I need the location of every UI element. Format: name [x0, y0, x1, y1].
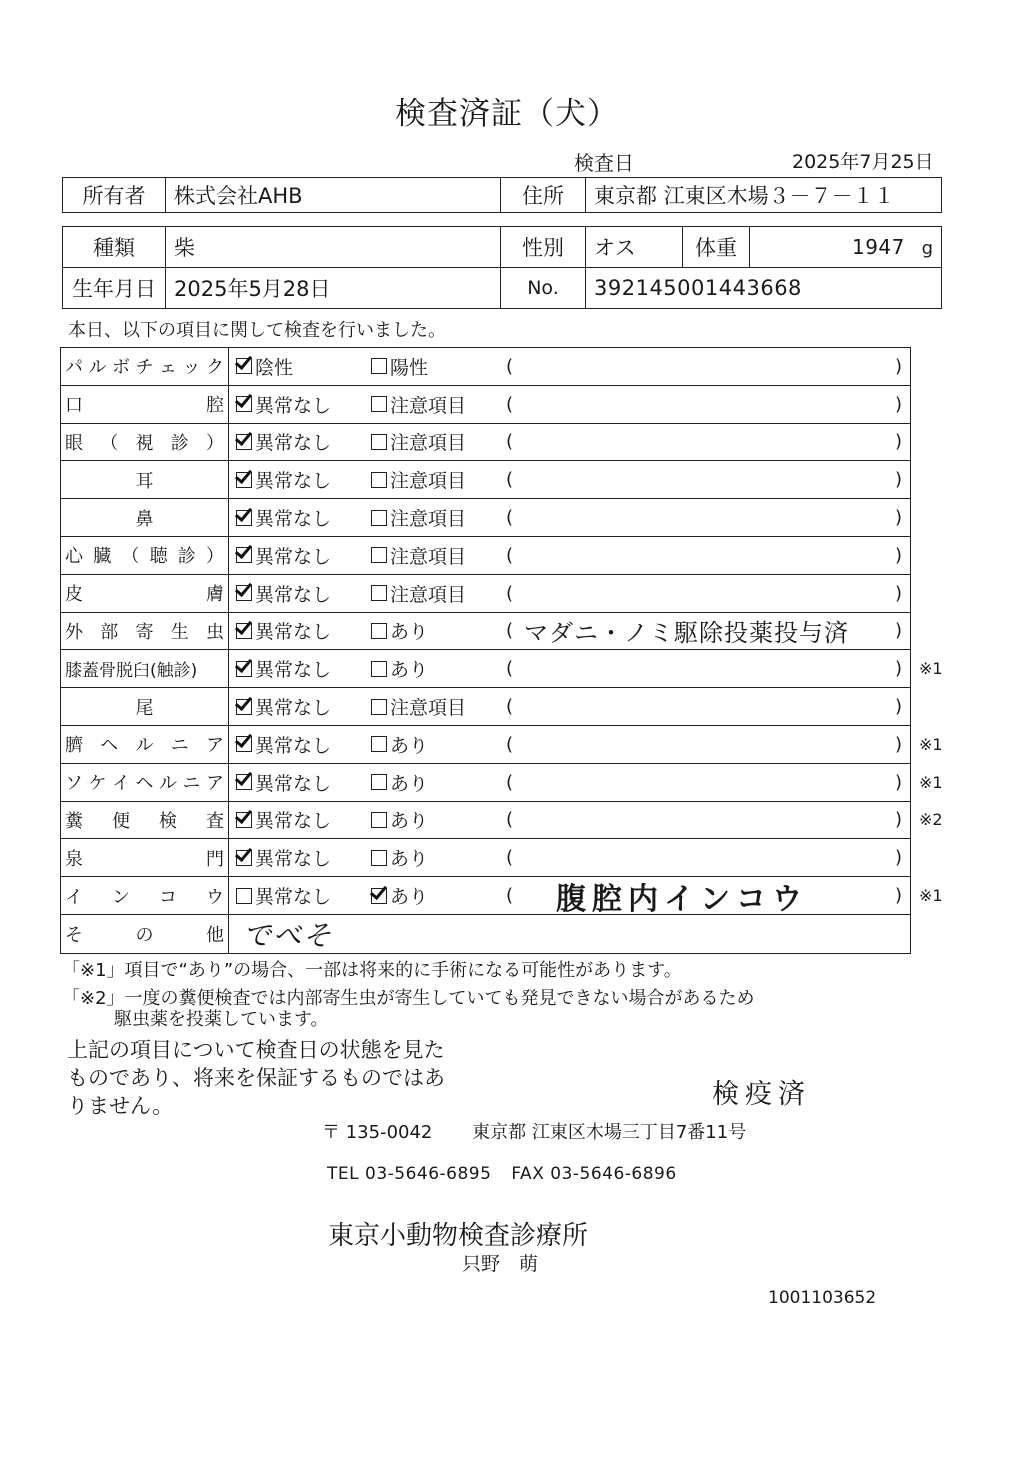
option-2	[371, 877, 428, 914]
inspection-row-heart	[61, 537, 910, 575]
sex-value: オス	[586, 227, 683, 268]
row-label-char: 聴	[149, 546, 168, 568]
clinic-address-line	[322, 1118, 746, 1144]
breed-label: 種類	[63, 227, 166, 268]
paren-close: )	[895, 658, 903, 680]
checkbox-checked-icon	[236, 585, 252, 601]
option-2-label: あり	[390, 659, 429, 682]
option-1-label: 異常なし	[255, 545, 332, 568]
paren-open: (	[506, 620, 514, 642]
option-2	[371, 461, 466, 498]
option-1-label: 異常なし	[255, 810, 332, 833]
footnote-1: 「※1」項目で“あり”の場合、一部は将来的に手術になる可能性があります。	[62, 960, 682, 981]
paren-close: )	[895, 393, 903, 415]
row-label	[61, 726, 229, 763]
option-1	[236, 461, 331, 498]
paren-open: (	[506, 771, 514, 793]
paren-close: )	[895, 885, 903, 907]
weight-cell	[750, 227, 942, 268]
row-label-char: ）	[205, 546, 224, 568]
row-note: 腹腔内インコウ	[556, 881, 808, 917]
row-label-char: チ	[135, 357, 154, 379]
paren-close: )	[895, 809, 903, 831]
row-label-char: ヘ	[100, 735, 119, 757]
quarantine-stamp: 検疫済	[712, 1079, 811, 1110]
birth-value: 2025年5月28日	[166, 268, 501, 309]
row-label	[61, 537, 229, 574]
checkbox-checked-icon	[236, 510, 252, 526]
inspection-row-skin	[61, 575, 910, 613]
checkbox-empty-icon	[371, 472, 387, 488]
document-title: 検査済証（犬）	[395, 96, 619, 132]
row-label-char: 皮	[65, 584, 83, 606]
row-label-char: 生	[170, 621, 189, 643]
option-1	[236, 348, 293, 385]
paren-open: (	[506, 431, 514, 453]
inspection-grid	[60, 347, 943, 954]
row-label-char: イ	[65, 886, 83, 908]
option-2-label: 注意項目	[390, 583, 467, 606]
fax: FAX 03-5646-6896	[511, 1164, 677, 1184]
paren-close: )	[895, 469, 903, 491]
sex-label: 性別	[501, 227, 586, 268]
row-label-char: 査	[206, 810, 224, 832]
row-label-char: ル	[135, 735, 154, 757]
option-2-label: 注意項目	[390, 432, 467, 455]
option-2	[371, 537, 466, 574]
checkbox-checked-icon	[236, 699, 252, 715]
checkbox-empty-icon	[371, 736, 387, 752]
option-2-label: あり	[390, 772, 429, 795]
option-2-label: あり	[390, 810, 429, 833]
row-label	[61, 386, 229, 423]
row-label-char: ニ	[182, 773, 201, 795]
option-2-label: あり	[390, 848, 429, 871]
paren-open: (	[506, 658, 514, 680]
inspection-row-cryptorchidism	[61, 877, 943, 917]
option-1-label: 異常なし	[255, 583, 332, 606]
inspection-row-tail	[61, 688, 910, 726]
option-2	[371, 348, 428, 385]
option-1	[236, 688, 331, 725]
paren-open: (	[506, 544, 514, 566]
row-label-char: 泉	[65, 848, 83, 870]
row-label-char: 門	[206, 848, 224, 870]
checkbox-empty-icon	[371, 812, 387, 828]
owner-table	[62, 177, 942, 213]
row-label-char: ヘ	[135, 773, 154, 795]
row-label-char: ッ	[182, 357, 201, 379]
paren-close: )	[895, 431, 903, 453]
option-1-label: 異常なし	[255, 848, 332, 871]
weight-value: 1947	[851, 235, 905, 259]
exam-date-label: 検査日	[574, 151, 634, 175]
row-label-char: 便	[112, 810, 130, 832]
option-1	[236, 386, 331, 423]
inspection-row-other	[61, 915, 910, 953]
checkbox-checked-icon	[236, 358, 252, 374]
option-1-label: 異常なし	[255, 621, 332, 644]
paren-open: (	[506, 885, 514, 907]
reference-mark: ※1	[919, 886, 943, 906]
inspection-row-inguinal-hernia	[61, 764, 943, 802]
option-1	[236, 764, 331, 801]
row-label-char: ン	[112, 886, 130, 908]
row-label	[61, 802, 229, 839]
paren-open: (	[506, 696, 514, 718]
row-label: 膝蓋骨脱臼(触診)	[61, 650, 229, 687]
row-label-char: 外	[65, 621, 83, 643]
row-label-char: 虫	[206, 621, 224, 643]
exam-date-value: 2025年7月25日	[792, 151, 934, 173]
checkbox-empty-icon	[371, 434, 387, 450]
checkbox-checked-icon	[236, 774, 252, 790]
row-label-char: 部	[100, 621, 119, 643]
row-label-char: ア	[206, 735, 224, 757]
weight-label: 体重	[683, 227, 750, 268]
checkbox-empty-icon	[371, 358, 387, 374]
checkbox-empty-icon	[371, 585, 387, 601]
checkbox-empty-icon	[371, 774, 387, 790]
row-label-char: （	[121, 546, 140, 568]
option-2-label: あり	[390, 734, 429, 757]
postal-code: 〒 135-0042	[322, 1122, 433, 1143]
breed-value: 柴	[166, 227, 501, 268]
number-label: No.	[501, 268, 586, 309]
address-label: 住所	[501, 178, 586, 213]
paren-close: )	[895, 507, 903, 529]
option-1	[236, 613, 331, 650]
birth-label: 生年月日	[63, 268, 166, 309]
row-label-char: の	[135, 924, 154, 946]
row-label-char: ル	[88, 357, 107, 379]
option-2-label: 陽性	[390, 356, 429, 379]
row-label-char: 寄	[135, 621, 154, 643]
paren-open: (	[506, 469, 514, 491]
row-label-char: コ	[159, 886, 177, 908]
option-2	[371, 839, 428, 876]
checkbox-checked-icon	[236, 850, 252, 866]
option-1	[236, 839, 331, 876]
clinic-address: 東京都 江東区木場三丁目7番11号	[472, 1122, 747, 1143]
option-2-label: あり	[390, 621, 429, 644]
option-1-label: 異常なし	[255, 394, 332, 417]
telephone: TEL 03-5646-6895	[327, 1164, 492, 1184]
option-2	[371, 650, 428, 687]
option-1-label: 異常なし	[255, 508, 332, 531]
option-1-label: 異常なし	[255, 886, 332, 909]
row-label-char: ア	[206, 773, 224, 795]
option-1-label: 異常なし	[255, 734, 332, 757]
animal-table	[62, 226, 942, 309]
option-1	[236, 537, 331, 574]
paren-open: (	[506, 507, 514, 529]
row-label-char: ）	[206, 432, 224, 454]
intro-text: 本日、以下の項目に関して検査を行いました。	[68, 320, 446, 341]
paren-close: )	[895, 733, 903, 755]
option-2	[371, 386, 466, 423]
option-1	[236, 575, 331, 612]
option-2-label: あり	[390, 886, 429, 909]
row-label-char: 眼	[65, 432, 83, 454]
paren-close: )	[895, 771, 903, 793]
option-2	[371, 575, 466, 612]
option-2	[371, 499, 466, 536]
checkbox-checked-icon	[236, 661, 252, 677]
row-note: マダニ・ノミ駆除投薬投与済	[524, 619, 849, 648]
checkbox-checked-icon	[236, 623, 252, 639]
option-2	[371, 424, 466, 461]
checkbox-empty-icon	[371, 510, 387, 526]
checkbox-empty-icon	[371, 396, 387, 412]
option-1	[236, 499, 331, 536]
checkbox-empty-icon	[371, 699, 387, 715]
doctor-name: 只野 萌	[462, 1253, 539, 1275]
row-label-char: ケ	[88, 773, 107, 795]
row-label-char: ボ	[112, 357, 130, 379]
row-label-char: 臓	[93, 546, 112, 568]
row-label-char: パ	[65, 357, 83, 379]
option-1-label: 異常なし	[255, 697, 332, 720]
row-label	[61, 575, 229, 612]
inspection-row-ear	[61, 461, 910, 499]
inspection-row-fontanelle	[61, 839, 910, 877]
option-1-label: 陰性	[255, 356, 294, 379]
paren-open: (	[506, 393, 514, 415]
row-label	[61, 764, 229, 801]
option-1	[236, 877, 331, 914]
paren-open: (	[506, 847, 514, 869]
paren-close: )	[895, 847, 903, 869]
row-label-char: ク	[206, 357, 224, 379]
inspection-row-patella	[61, 650, 943, 688]
row-label	[61, 613, 229, 650]
row-label: 耳	[61, 461, 229, 498]
option-1-label: 異常なし	[255, 470, 332, 493]
row-label	[61, 915, 229, 953]
reference-mark: ※1	[919, 734, 943, 754]
option-2-label: 注意項目	[390, 394, 467, 417]
checkbox-checked-icon	[236, 472, 252, 488]
contact-line	[327, 1164, 677, 1184]
option-2	[371, 613, 428, 650]
owner-value: 株式会社AHB	[166, 178, 501, 213]
row-label-char: ソ	[65, 773, 83, 795]
paren-open: (	[506, 355, 514, 377]
paren-close: )	[895, 544, 903, 566]
option-1-label: 異常なし	[255, 659, 332, 682]
checkbox-empty-icon	[371, 661, 387, 677]
paren-close: )	[895, 582, 903, 604]
row-label-char: 口	[65, 395, 83, 417]
checkbox-checked-icon	[371, 888, 387, 904]
inspection-row-mouth	[61, 386, 910, 424]
row-label-char: 糞	[65, 810, 83, 832]
option-1	[236, 802, 331, 839]
checkbox-empty-icon	[371, 623, 387, 639]
reference-mark: ※1	[919, 659, 943, 679]
option-2	[371, 764, 428, 801]
other-handwritten-value: でべそ	[243, 918, 334, 952]
checkbox-checked-icon	[236, 396, 252, 412]
option-2	[371, 688, 466, 725]
inspection-row-nose	[61, 499, 910, 537]
checkbox-checked-icon	[236, 812, 252, 828]
owner-label: 所有者	[63, 178, 166, 213]
inspection-row-parasite	[61, 613, 910, 651]
option-2-label: 注意項目	[390, 470, 467, 493]
paren-open: (	[506, 733, 514, 755]
row-label-char: ェ	[159, 357, 177, 379]
row-label-char: ル	[159, 773, 177, 795]
row-label: 鼻	[61, 499, 229, 536]
serial-number: 1001103652	[768, 1288, 877, 1308]
paren-close: )	[895, 696, 903, 718]
option-1-label: 異常なし	[255, 772, 332, 795]
row-label-char: 臍	[65, 735, 83, 757]
checkbox-checked-icon	[236, 547, 252, 563]
paren-open: (	[506, 582, 514, 604]
row-label	[61, 839, 229, 876]
footnote-2-continued: 駆虫薬を投薬しています。	[114, 1009, 329, 1030]
row-label-char: ニ	[170, 735, 189, 757]
option-2	[371, 726, 428, 763]
checkbox-empty-icon	[371, 547, 387, 563]
inspection-row-umbilical-hernia	[61, 726, 943, 764]
option-1	[236, 726, 331, 763]
row-label	[61, 424, 229, 461]
row-label-char: （	[100, 432, 119, 454]
row-label-char: 診	[177, 546, 196, 568]
reference-mark: ※2	[919, 810, 943, 830]
option-1	[236, 650, 331, 687]
row-label	[61, 348, 229, 385]
clinic-name: 東京小動物検査診療所	[328, 1221, 589, 1251]
row-label: 尾	[61, 688, 229, 725]
reference-mark: ※1	[919, 772, 943, 792]
paren-open: (	[506, 809, 514, 831]
checkbox-empty-icon	[236, 888, 252, 904]
option-1	[236, 424, 331, 461]
option-2-label: 注意項目	[390, 697, 467, 720]
weight-unit: g	[921, 238, 933, 259]
checkbox-checked-icon	[236, 434, 252, 450]
option-2-label: 注意項目	[390, 545, 467, 568]
row-label-char: 診	[170, 432, 189, 454]
number-value: 392145001443668	[586, 268, 942, 309]
row-label-char: 腔	[206, 395, 224, 417]
inspection-row-parvo	[61, 348, 910, 386]
footnote-2: 「※2」一度の糞便検査では内部寄生虫が寄生していても発見できない場合があるため	[62, 988, 755, 1009]
row-label-char: 膚	[206, 584, 224, 606]
paren-close: )	[895, 355, 903, 377]
row-label-char: 心	[65, 546, 83, 568]
row-label-char: 視	[135, 432, 154, 454]
row-label	[61, 877, 229, 914]
address-value: 東京都 江東区木場３－７－１１	[586, 178, 942, 213]
row-label-char: ウ	[206, 886, 224, 908]
disclaimer: 上記の項目について検査日の状態を見たものであり、将来を保証するものではありません。	[67, 1038, 445, 1118]
checkbox-empty-icon	[371, 850, 387, 866]
option-1-label: 異常なし	[255, 432, 332, 455]
row-label-char: そ	[65, 924, 83, 946]
row-label-char: 検	[159, 810, 177, 832]
paren-close: )	[895, 620, 903, 642]
row-label-char: イ	[112, 773, 130, 795]
inspection-row-eye	[61, 424, 910, 462]
option-2	[371, 802, 428, 839]
option-2-label: 注意項目	[390, 508, 467, 531]
row-label-char: 他	[206, 924, 224, 946]
inspection-row-stool	[61, 802, 943, 840]
checkbox-checked-icon	[236, 736, 252, 752]
